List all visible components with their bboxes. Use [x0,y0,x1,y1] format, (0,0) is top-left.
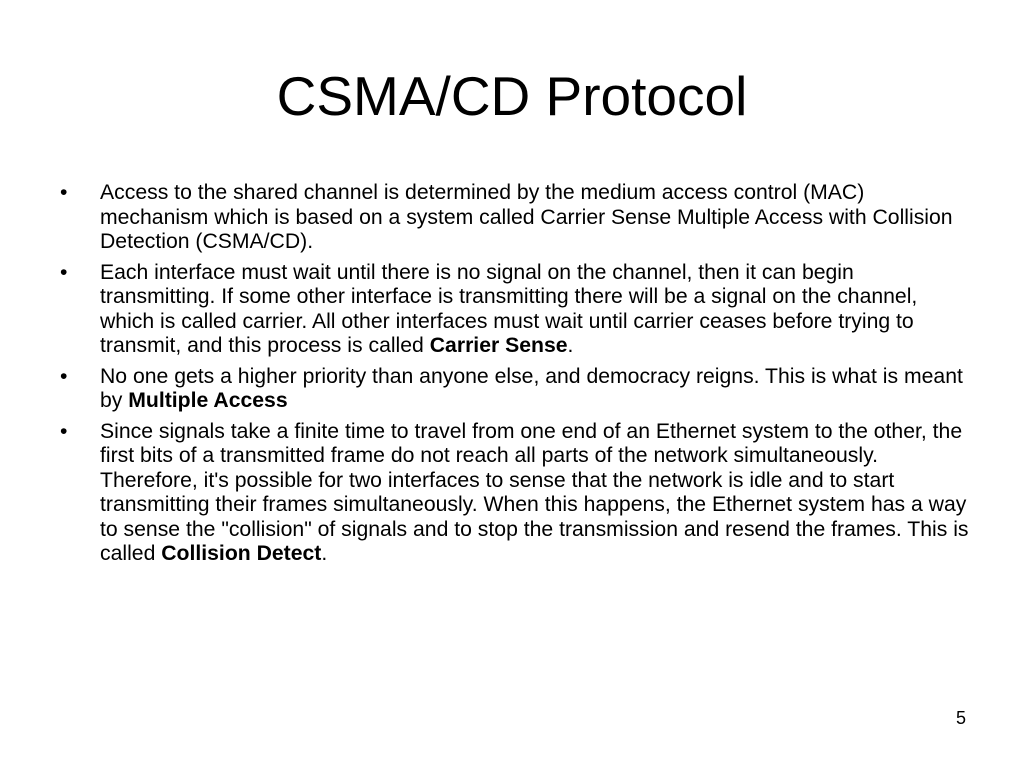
slide-title: CSMA/CD Protocol [276,65,748,127]
bullet-item [60,365,970,414]
bullet-body: No one gets a higher priority than anyone else, and democracy reigns. This is what is meant by [100,364,963,412]
bullet-item [60,181,970,255]
bullet-item [60,261,970,359]
bullet-text [100,420,969,566]
bullet-marker: • [60,419,68,443]
bullet-marker: • [60,260,68,284]
bullet-body: Since signals take a finite time to travel from one end of an Ethernet system to the other, the first bits of a transmitted frame do not reach all parts of the network simultaneously. Therefore, it's possible for two interfaces to sense that the network is idle and to start transmitting their frames simultaneously. When this happens, the Ethernet system has a way to sense the "collision" of signals and to stop the transmission and resend the frames. This is called [100,419,969,565]
bullet-list [60,181,970,573]
bullet-suffix: . [567,334,574,357]
bullet-body: Access to the shared channel is determined by the medium access control (MAC) mechanism which is based on a system called Carrier Sense Multiple Access with Collision Detection (CSMA/CD). [100,181,953,253]
bullet-bold-term: Multiple Access [128,389,288,412]
bullet-bold-term: Collision Detect [161,542,322,565]
bullet-item [60,420,970,567]
bullet-body: Each interface must wait until there is no signal on the channel, then it can begin transmitting. If some other interface is transmitting there will be a signal on the channel, which is called carrier. All other interfaces must wait until carrier ceases before trying to transmit, and this process is called [100,260,918,357]
bullet-text [100,181,953,253]
bullet-marker: • [60,181,68,204]
page-number: 5 [955,708,966,728]
bullet-marker: • [60,364,68,388]
bullet-suffix: . [321,542,328,565]
bullet-text [100,365,963,413]
bullet-text [100,261,917,358]
bullet-bold-term: Carrier Sense [429,334,568,357]
